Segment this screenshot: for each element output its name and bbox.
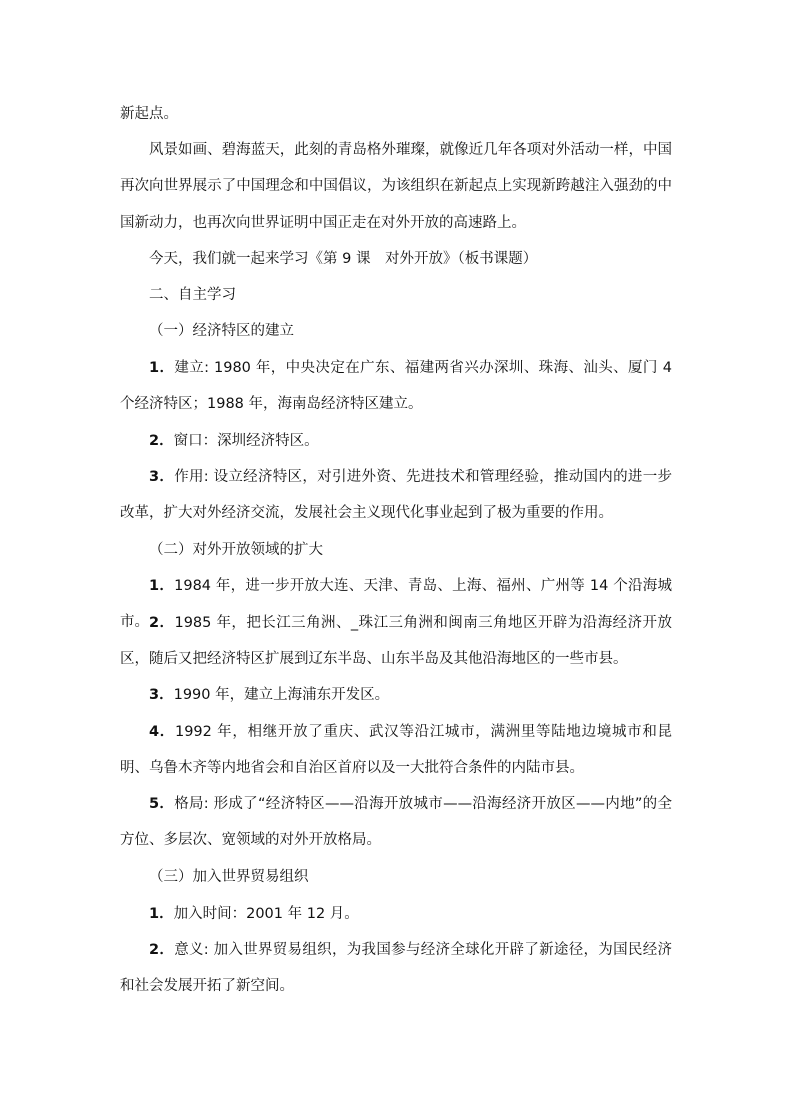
subsection-heading-wto: （三）加入世界贸易组织 xyxy=(149,869,309,885)
list-item xyxy=(120,423,672,459)
item-text: 窗口：深圳经济特区。 xyxy=(173,433,319,449)
item-number: 2． xyxy=(149,942,175,958)
item-text: 1990 年，建立上海浦东开发区。 xyxy=(173,687,390,703)
section-heading-self-study: 二、自主学习 xyxy=(149,287,236,303)
item-text: 1985 年，把长江三角洲、_珠江三角洲和闽南三角地区开辟为沿海经济开放区，随后又把经济特区扩展到辽东半岛、山东半岛及其他沿海地区的一些市县。 xyxy=(120,615,672,668)
item-number: 5． xyxy=(149,796,175,812)
item-number: 2． xyxy=(149,433,174,449)
paragraph-lesson-title: 今天，我们就一起来学习《第 9 课 对外开放》（板书课题） xyxy=(149,251,538,267)
paragraph-intro: 风景如画、碧海蓝天，此刻的青岛格外璀璨，就像近几年各项对外活动一样，中国再次向世界展示了中国理念和中国倡议，为该组织在新起点上实现新跨越注入强劲的中国新动力，也再次向世界证明中国正走在对外开放的高速路上。 xyxy=(120,142,672,231)
subsection-heading-sez: （一）经济特区的建立 xyxy=(149,323,294,339)
item-number: 2． xyxy=(149,615,175,631)
item-number: 3． xyxy=(149,687,174,703)
item-text: 建立: 1980 年，中央决定在广东、福建两省兴办深圳、珠海、汕头、厦门 4 个经济特区；1988 年，海南岛经济特区建立。 xyxy=(120,360,672,413)
paragraph-continuation: 新起点。 xyxy=(120,106,178,122)
list-item xyxy=(120,605,672,678)
item-number: 1． xyxy=(149,360,175,376)
list-item xyxy=(120,932,672,1005)
list-item xyxy=(120,459,672,532)
item-text: 格局: 形成了“经济特区——沿海开放城市——沿海经济开放区——内地”的全方位、多层次、宽领域的对外开放格局。 xyxy=(120,796,672,849)
item-text: 加入时间：2001 年 12 月。 xyxy=(173,906,359,922)
item-number: 3． xyxy=(149,469,175,485)
list-item xyxy=(120,350,672,423)
item-number: 4． xyxy=(149,724,175,740)
list-item xyxy=(120,896,672,932)
list-item xyxy=(120,677,672,713)
item-text: 作用: 设立经济特区，对引进外资、先进技术和管理经验，推动国内的进一步改革，扩大对外经济交流，发展社会主义现代化事业起到了极为重要的作用。 xyxy=(120,469,672,522)
subsection-heading-open-areas: （二）对外开放领域的扩大 xyxy=(149,542,323,558)
list-item xyxy=(120,786,672,859)
item-text: 意义: 加入世界贸易组织，为我国参与经济全球化开辟了新途径，为国民经济和社会发展开拓了新空间。 xyxy=(120,942,672,995)
item-text: 1984 年，进一步开放大连、天津、青岛、上海、福州、广州等 14 个沿海城市。 xyxy=(120,578,672,631)
item-number: 1． xyxy=(149,906,174,922)
list-item xyxy=(120,714,672,787)
item-text: 1992 年，相继开放了重庆、武汉等沿江城市，满洲里等陆地边境城市和昆明、乌鲁木齐等内地省会和自治区首府以及一大批符合条件的内陆市县。 xyxy=(120,724,672,777)
item-number: 1． xyxy=(149,578,175,594)
